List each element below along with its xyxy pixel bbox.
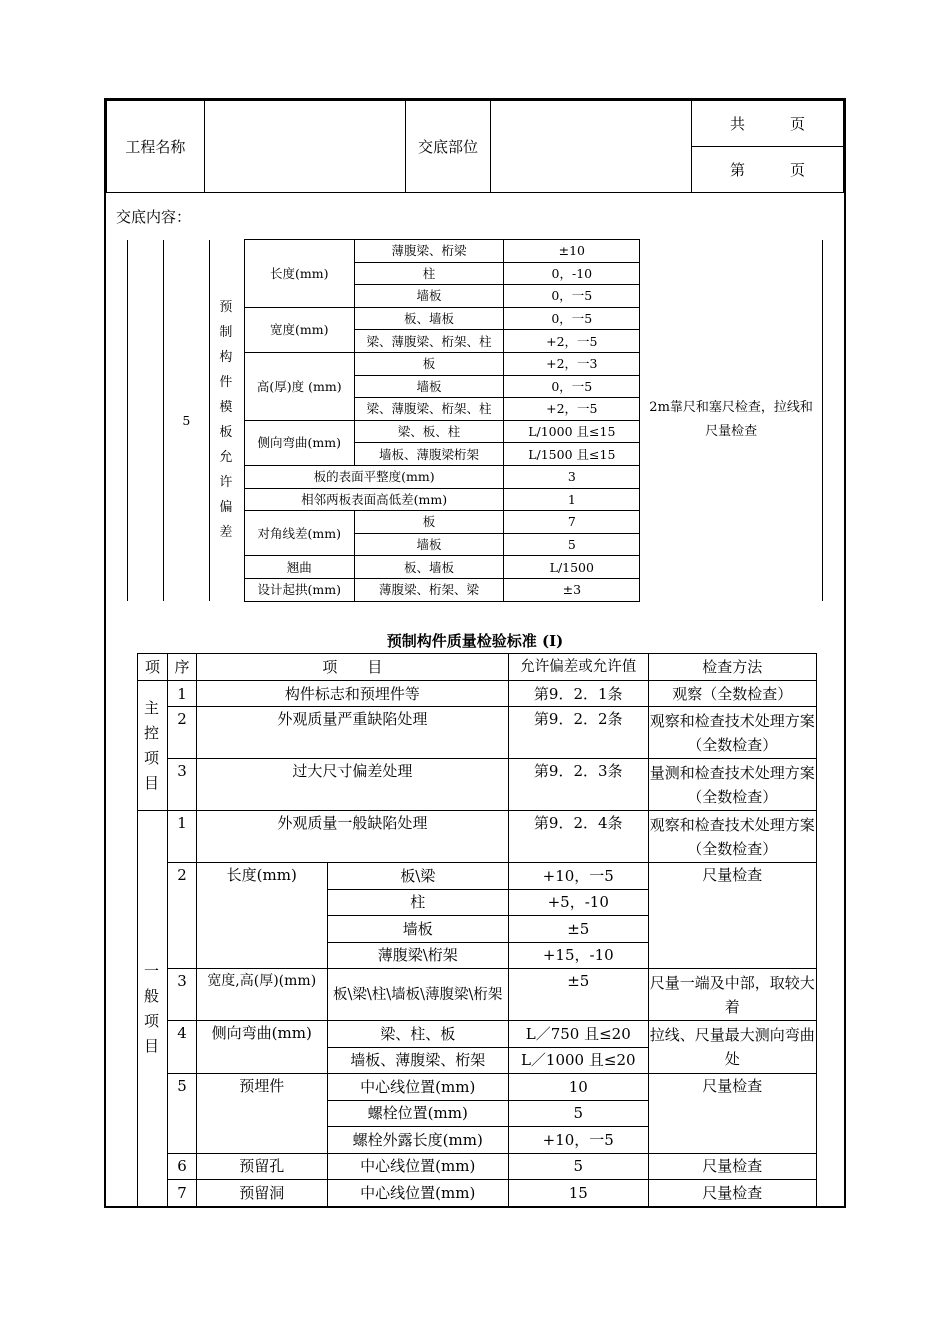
g4-sub-2: 墙板、薄腹梁、桁架 xyxy=(327,1047,508,1074)
m2-val: 第9．2．2条 xyxy=(508,707,648,759)
bend-label: 侧向弯曲(mm) xyxy=(244,420,354,465)
g7-method: 尺量检查 xyxy=(648,1180,816,1207)
height-item-2: 墙板 xyxy=(354,375,504,398)
g6-item: 预留孔 xyxy=(196,1153,327,1180)
g7-val: 15 xyxy=(508,1180,648,1207)
header-table xyxy=(106,100,844,193)
height-val-1: +2，一3 xyxy=(504,352,640,375)
bend-val-1: L/1000 且≤15 xyxy=(504,420,640,443)
head-col2: 序 xyxy=(168,654,197,681)
g3-sub: 板\梁\柱\墙板\薄腹梁\桁架 xyxy=(327,969,508,1021)
head-col5: 检查方法 xyxy=(648,654,816,681)
camber-val: ±3 xyxy=(504,578,640,601)
width-item-2: 梁、薄腹梁、桁架、柱 xyxy=(354,330,504,353)
g2-sub-2: 柱 xyxy=(327,889,508,916)
g4-sub-1: 梁、柱、板 xyxy=(327,1021,508,1048)
g4-no: 4 xyxy=(168,1021,197,1074)
m1-val: 第9．2．1条 xyxy=(508,681,648,707)
head-col4: 允许偏差或允许值 xyxy=(508,654,648,681)
diagonal-item-1: 板 xyxy=(354,511,504,534)
g2-val-2: +5，-10 xyxy=(508,889,648,916)
page-number: 第 页 xyxy=(692,147,844,193)
head-col1: 项 xyxy=(138,654,168,681)
g2-item: 长度(mm) xyxy=(196,863,327,969)
g1-val: 第9．2．4条 xyxy=(508,811,648,863)
width-val-1: 0，一5 xyxy=(504,307,640,330)
g5-sub-1: 中心线位置(mm) xyxy=(327,1074,508,1101)
warp-val: L/1500 xyxy=(504,556,640,579)
g4-val-1: L／750 且≤20 xyxy=(508,1021,648,1048)
g7-sub: 中心线位置(mm) xyxy=(327,1180,508,1207)
g7-item: 预留洞 xyxy=(196,1180,327,1207)
adjacent-diff-val: 1 xyxy=(504,488,640,511)
length-item-3: 墙板 xyxy=(354,285,504,308)
length-val-1: ±10 xyxy=(504,240,640,263)
m2-item: 外观质量严重缺陷处理 xyxy=(196,707,508,759)
flatness-val: 3 xyxy=(504,465,640,488)
length-item-2: 柱 xyxy=(354,262,504,285)
g4-val-2: L／1000 且≤20 xyxy=(508,1047,648,1074)
length-val-2: 0，-10 xyxy=(504,262,640,285)
g3-no: 3 xyxy=(168,969,197,1021)
length-label: 长度(mm) xyxy=(244,240,354,308)
g1-no: 1 xyxy=(168,811,197,863)
g6-method: 尺量检查 xyxy=(648,1153,816,1180)
location-value xyxy=(491,101,692,193)
seq-cell: 5 xyxy=(163,240,209,602)
g3-val: ±5 xyxy=(508,969,648,1021)
g5-val-3: +10，一5 xyxy=(508,1127,648,1154)
bend-val-2: L/1500 且≤15 xyxy=(504,443,640,466)
g2-sub-1: 板\梁 xyxy=(327,863,508,890)
g2-val-4: +15，-10 xyxy=(508,942,648,969)
g2-no: 2 xyxy=(168,863,197,969)
project-name-label: 工程名称 xyxy=(107,101,205,193)
g3-method: 尺量一端及中部，取较大着 xyxy=(648,969,816,1021)
m3-val: 第9．2．3条 xyxy=(508,759,648,811)
m2-no: 2 xyxy=(168,707,197,759)
location-label: 交底部位 xyxy=(405,101,491,193)
diagonal-val-1: 7 xyxy=(504,511,640,534)
warp-item: 板、墙板 xyxy=(354,556,504,579)
diagonal-label: 对角线差(mm) xyxy=(244,511,354,556)
m1-no: 1 xyxy=(168,681,197,707)
diagonal-item-2: 墙板 xyxy=(354,533,504,556)
bend-item-1: 梁、板、柱 xyxy=(354,420,504,443)
width-label: 宽度(mm) xyxy=(244,307,354,352)
g2-sub-4: 薄腹梁\桁架 xyxy=(327,942,508,969)
total-pages: 共 页 xyxy=(692,101,844,147)
project-name-value xyxy=(204,101,405,193)
m2-method: 观察和检查技术处理方案（全数检查） xyxy=(648,707,816,759)
g1-method: 观察和检查技术处理方案（全数检查） xyxy=(648,811,816,863)
diagonal-val-2: 5 xyxy=(504,533,640,556)
quality-standard-table xyxy=(137,653,817,1207)
g6-no: 6 xyxy=(168,1153,197,1180)
blank-col xyxy=(128,240,164,602)
g7-no: 7 xyxy=(168,1180,197,1207)
height-val-3: +2，一5 xyxy=(504,398,640,421)
m3-item: 过大尺寸偏差处理 xyxy=(196,759,508,811)
bend-item-2: 墙板、薄腹梁桁架 xyxy=(354,443,504,466)
length-val-3: 0，一5 xyxy=(504,285,640,308)
g5-item: 预埋件 xyxy=(196,1074,327,1154)
g5-sub-3: 螺栓外露长度(mm) xyxy=(327,1127,508,1154)
g5-sub-2: 螺栓位置(mm) xyxy=(327,1100,508,1127)
document-frame xyxy=(104,98,846,1208)
g2-sub-3: 墙板 xyxy=(327,916,508,943)
group-label: 预制构件模板允许偏差 xyxy=(209,240,244,602)
width-val-2: +2，一5 xyxy=(504,330,640,353)
camber-label: 设计起拱(mm) xyxy=(244,578,354,601)
warp-label: 翘曲 xyxy=(244,556,354,579)
height-label: 高(厚)度 (mm) xyxy=(244,352,354,420)
g4-item: 侧向弯曲(mm) xyxy=(196,1021,327,1074)
g5-val-1: 10 xyxy=(508,1074,648,1101)
flatness-label: 板的表面平整度(mm) xyxy=(244,465,504,488)
g6-sub: 中心线位置(mm) xyxy=(327,1153,508,1180)
m1-method: 观察（全数检查） xyxy=(648,681,816,707)
height-val-2: 0，一5 xyxy=(504,375,640,398)
g2-val-3: ±5 xyxy=(508,916,648,943)
g5-method: 尺量检查 xyxy=(648,1074,816,1154)
main-items-label: 主控项目 xyxy=(138,681,168,811)
m1-item: 构件标志和预埋件等 xyxy=(196,681,508,707)
length-item-1: 薄腹梁、桁梁 xyxy=(354,240,504,263)
content-label: 交底内容： xyxy=(116,208,192,226)
table2-caption: 预制构件质量检验标准 (I) xyxy=(386,632,564,650)
g2-val-1: +10，一5 xyxy=(508,863,648,890)
g5-no: 5 xyxy=(168,1074,197,1154)
m3-no: 3 xyxy=(168,759,197,811)
general-items-label: 一般项目 xyxy=(138,811,168,1207)
head-col3: 项 目 xyxy=(196,654,508,681)
formwork-tolerance-table xyxy=(127,239,823,602)
g4-method: 拉线、尺量最大测向弯曲处 xyxy=(648,1021,816,1074)
method-cell: 2m靠尺和塞尺检查，拉线和尺量检查 xyxy=(640,240,823,602)
g2-method: 尺量检查 xyxy=(648,863,816,969)
g3-item: 宽度,高(厚)(mm) xyxy=(196,969,327,1021)
height-item-3: 梁、薄腹梁、桁架、柱 xyxy=(354,398,504,421)
width-item-1: 板、墙板 xyxy=(354,307,504,330)
camber-item: 薄腹梁、桁架、梁 xyxy=(354,578,504,601)
height-item-1: 板 xyxy=(354,352,504,375)
g1-item: 外观质量一般缺陷处理 xyxy=(196,811,508,863)
g5-val-2: 5 xyxy=(508,1100,648,1127)
adjacent-diff-label: 相邻两板表面高低差(mm) xyxy=(244,488,504,511)
m3-method: 量测和检查技术处理方案（全数检查） xyxy=(648,759,816,811)
g6-val: 5 xyxy=(508,1153,648,1180)
